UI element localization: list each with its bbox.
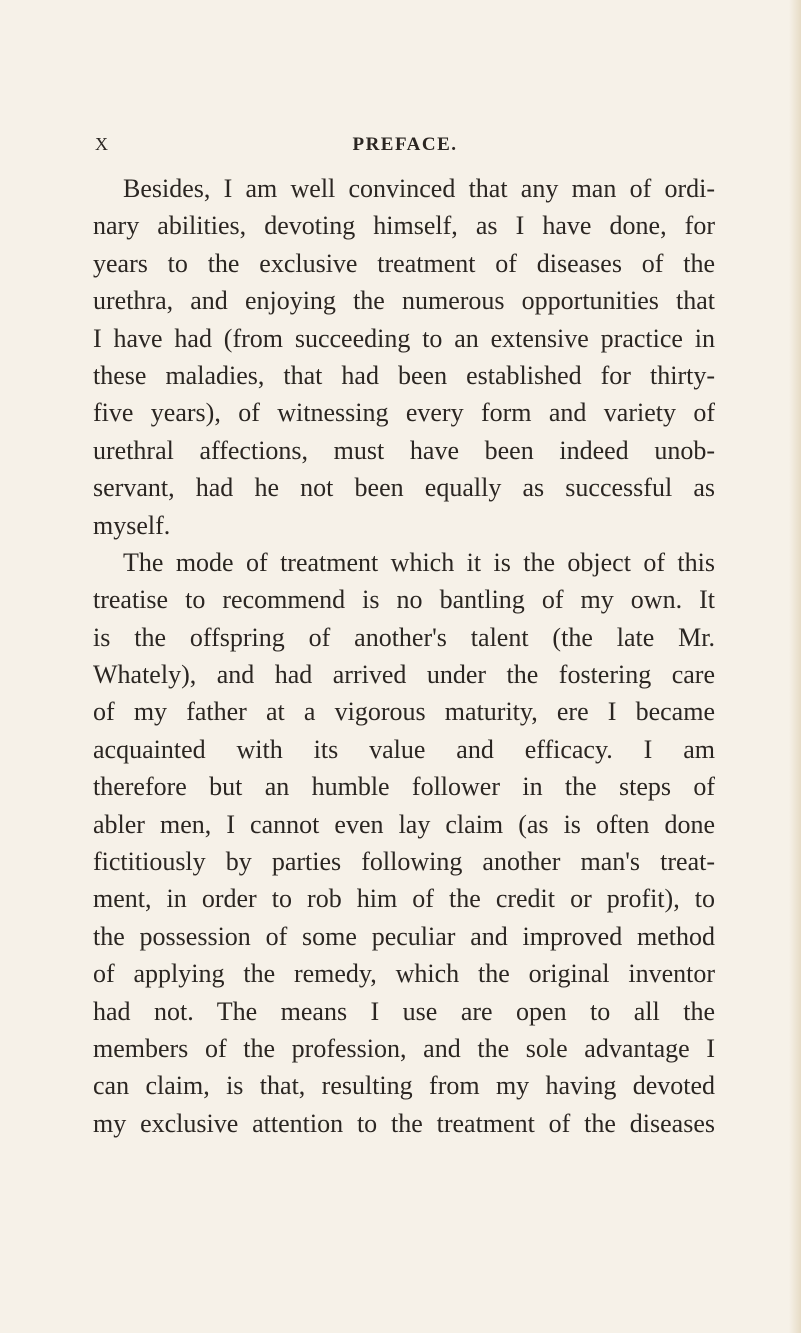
page-number: X xyxy=(95,134,109,154)
text-line: of my father at a vigorous maturity, ere I became xyxy=(93,697,715,727)
text-line: the possession of some peculiar and improved method xyxy=(93,921,715,951)
text-line: five years), of witnessing every form and variety of xyxy=(93,398,715,428)
running-head xyxy=(95,134,715,158)
page-edge-shadow xyxy=(789,0,801,1333)
text-line: of applying the remedy, which the original inventor xyxy=(93,959,715,989)
text-line: fictitiously by parties following another man's treat- xyxy=(93,847,715,877)
body-text xyxy=(93,170,715,1142)
text-line: acquainted with its value and efficacy. I am xyxy=(93,734,715,764)
text-line: Besides, I am well convinced that any man of ordi- xyxy=(123,174,715,203)
text-line: my exclusive attention to the treatment of the diseases xyxy=(93,1108,715,1138)
page-title: PREFACE. xyxy=(352,134,458,155)
text-line: ment, in order to rob him of the credit or profit), to xyxy=(93,884,715,914)
text-line: these maladies, that had been established for thirty- xyxy=(93,360,715,390)
text-line: treatise to recommend is no bantling of my own. It xyxy=(93,585,715,615)
text-line: urethra, and enjoying the numerous opportunities that xyxy=(93,286,715,316)
text-line: urethral affections, must have been indeed unob- xyxy=(93,435,715,465)
text-line: abler men, I cannot even lay claim (as is often done xyxy=(93,809,715,839)
text-line: The mode of treatment which it is the object of this xyxy=(123,547,715,577)
text-line: is the offspring of another's talent (the late Mr. xyxy=(93,622,715,652)
text-line: therefore but an humble follower in the steps of xyxy=(93,772,715,802)
text-line: I have had (from succeeding to an extensive practice in xyxy=(93,323,715,353)
text-line: had not. The means I use are open to all the xyxy=(93,996,715,1026)
text-line: servant, had he not been equally as successful as xyxy=(93,473,715,503)
text-line: members of the profession, and the sole advantage I xyxy=(93,1033,715,1063)
text-line: can claim, is that, resulting from my having devoted xyxy=(93,1071,715,1101)
text-line: myself. xyxy=(93,510,171,540)
text-line: Whately), and had arrived under the fostering care xyxy=(93,660,715,690)
text-line: nary abilities, devoting himself, as I have done, for xyxy=(93,211,715,241)
text-line: years to the exclusive treatment of diseases of the xyxy=(93,248,715,278)
